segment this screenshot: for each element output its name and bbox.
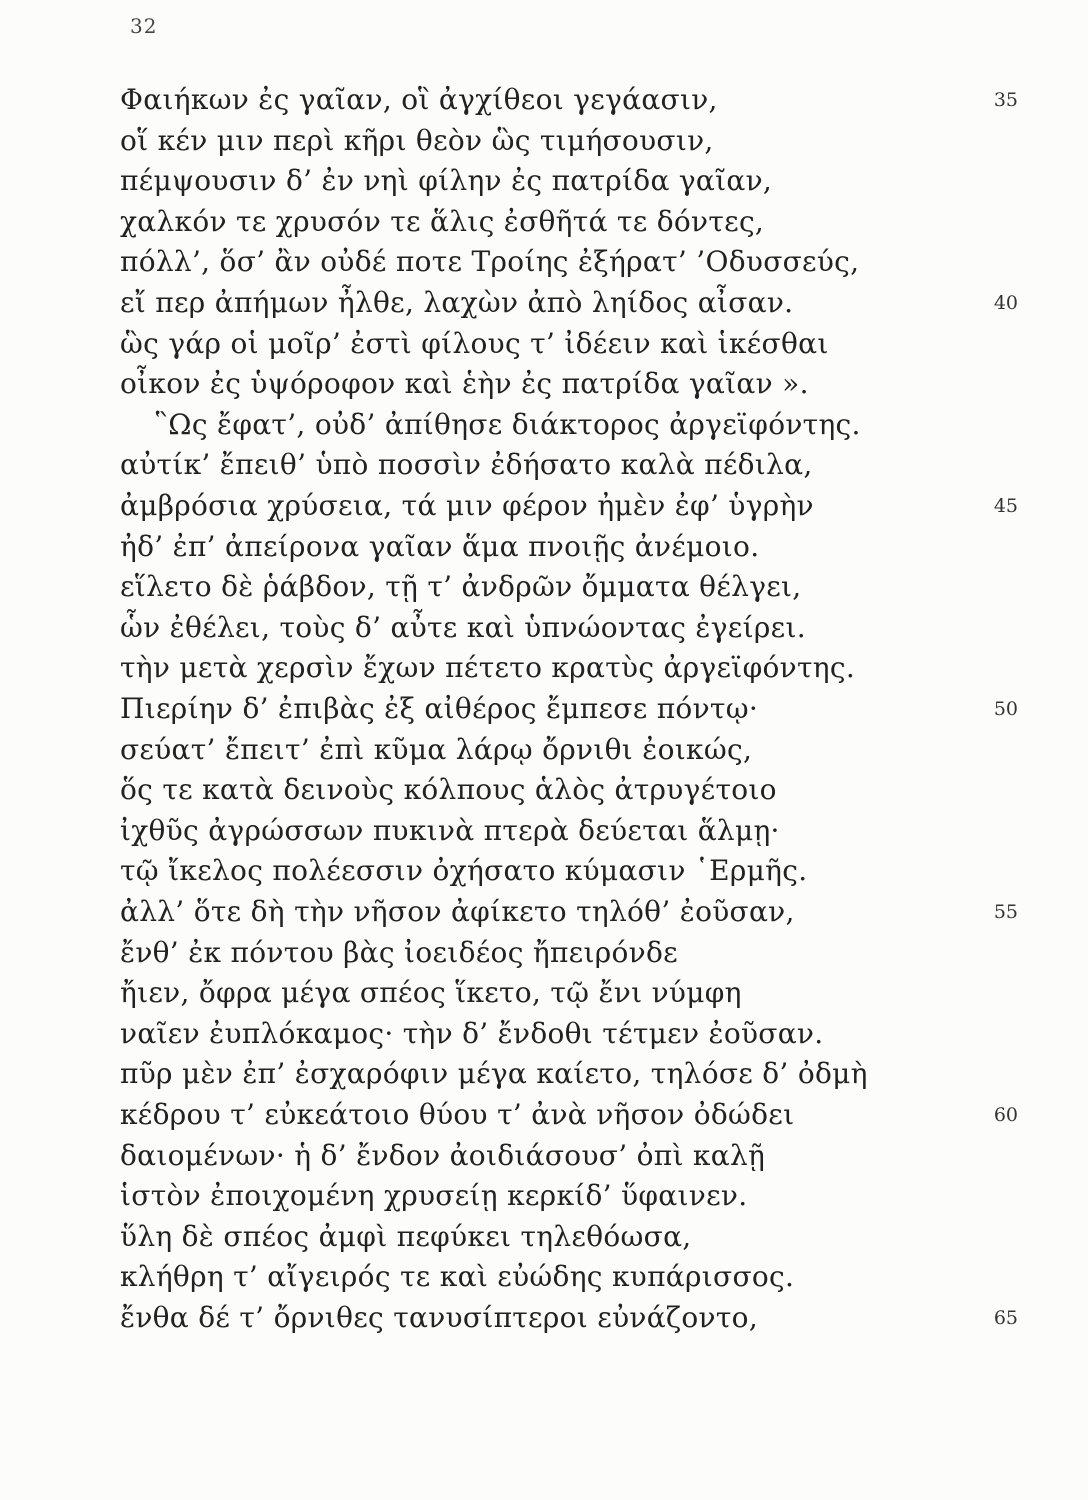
verse-text: χαλκόν τε χρυσόν τε ἅλις ἐσθῆτά τε δόντες, bbox=[120, 204, 765, 238]
verse-text: κέδρου τ’ εὐκεάτοιο θύου τ’ ἀνὰ νῆσον ὀδώδει bbox=[120, 1098, 795, 1131]
line-number: 45 bbox=[993, 495, 1018, 517]
line-number: 55 bbox=[993, 901, 1018, 923]
verse-text: πέμψουσιν δ’ ἐν νηὶ φίλην ἐς πατρίδα γαῖαν, bbox=[120, 164, 773, 198]
verse-line bbox=[0, 80, 1088, 120]
verse-text: κλήθρη τ’ αἴγειρός τε καὶ εὐώδης κυπάρισσος. bbox=[120, 1260, 795, 1294]
verse-text: δαιομένων· ἡ δ’ ἔνδον ἀοιδιάσουσ’ ὀπὶ καλῇ bbox=[120, 1138, 766, 1172]
verse-text: Πιερίην δ’ ἐπιβὰς ἐξ αἰθέρος ἔμπεσε πόντῳ· bbox=[120, 692, 759, 725]
verse-line bbox=[0, 973, 1088, 1013]
verse-text: τῷ ἴκελος πολέεσσιν ὀχήσατο κύμασιν ῾Ερμῆς. bbox=[120, 854, 808, 888]
verse-line bbox=[0, 242, 1088, 282]
verse-line bbox=[0, 608, 1088, 648]
line-number: 65 bbox=[993, 1307, 1018, 1329]
verse-text: ἠδ’ ἐπ’ ἀπείρονα γαῖαν ἅμα πνοιῇς ἀνέμοιο. bbox=[120, 529, 760, 563]
verse-line bbox=[0, 1136, 1088, 1176]
verse-line bbox=[0, 1095, 1088, 1135]
verse-line bbox=[0, 1176, 1088, 1216]
page-number: 32 bbox=[130, 14, 158, 38]
verse-line bbox=[0, 161, 1088, 201]
verse-text: ἀμβρόσια χρύσεια, τά μιν φέρον ἠμὲν ἐφ’ ὑγρὴν bbox=[120, 489, 814, 522]
verse-text: ἤιεν, ὄφρα μέγα σπέος ἵκετο, τῷ ἔνι νύμφη bbox=[120, 976, 742, 1010]
verse-line bbox=[0, 202, 1088, 242]
verse-text: ῝Ως ἔφατ’, οὐδ’ ἀπίθησε διάκτορος ἀργεϊφόντης. bbox=[154, 407, 861, 441]
verse-line bbox=[0, 486, 1088, 526]
verse-line bbox=[0, 364, 1088, 404]
verse-text: Φαιήκων ἐς γαῖαν, οἳ ἀγχίθεοι γεγάασιν, bbox=[120, 83, 718, 116]
verse-line bbox=[0, 283, 1088, 323]
verse-line bbox=[0, 1257, 1088, 1297]
line-number: 50 bbox=[993, 698, 1018, 720]
verse-text: ἀλλ’ ὅτε δὴ τὴν νῆσον ἀφίκετο τηλόθ’ ἐοῦσαν, bbox=[120, 895, 795, 928]
line-number: 60 bbox=[993, 1104, 1018, 1126]
verse-line bbox=[0, 892, 1088, 932]
verse-text: τὴν μετὰ χερσὶν ἔχων πέτετο κρατὺς ἀργεϊφόντης. bbox=[120, 651, 856, 685]
verse-line bbox=[0, 1217, 1088, 1257]
verse-text: οἶκον ἐς ὑψόροφον καὶ ἑὴν ἐς πατρίδα γαῖαν ». bbox=[120, 367, 809, 401]
verse-text: ἰχθῦς ἀγρώσσων πυκινὰ πτερὰ δεύεται ἅλμῃ· bbox=[120, 813, 780, 847]
verse-text: εἵλετο δὲ ῥάβδον, τῇ τ’ ἀνδρῶν ὄμματα θέλγει, bbox=[120, 570, 802, 604]
line-number: 40 bbox=[993, 292, 1018, 314]
verse-text: ἔνθ’ ἐκ πόντου βὰς ἰοειδέος ἤπειρόνδε bbox=[120, 935, 678, 969]
verse-line bbox=[0, 527, 1088, 567]
verse-line bbox=[0, 730, 1088, 770]
verse-text: ὕλη δὲ σπέος ἀμφὶ πεφύκει τηλεθόωσα, bbox=[120, 1219, 692, 1253]
verse-text: πῦρ μὲν ἐπ’ ἐσχαρόφιν μέγα καίετο, τηλόσε δ’ ὀδμὴ bbox=[120, 1057, 868, 1091]
verse-text: ἱστὸν ἐποιχομένη χρυσείῃ κερκίδ’ ὕφαινεν. bbox=[120, 1179, 748, 1213]
verse-line bbox=[0, 811, 1088, 851]
verse-text: ναῖεν ἐυπλόκαμος· τὴν δ’ ἔνδοθι τέτμεν ἐοῦσαν. bbox=[120, 1016, 824, 1050]
verse-line bbox=[0, 648, 1088, 688]
verse-line bbox=[0, 405, 1088, 445]
verse-line bbox=[0, 689, 1088, 729]
verse-line bbox=[0, 445, 1088, 485]
verse-line bbox=[0, 770, 1088, 810]
verse-text: ὅς τε κατὰ δεινοὺς κόλπους ἁλὸς ἀτρυγέτοιο bbox=[120, 773, 777, 807]
verse-line bbox=[0, 324, 1088, 364]
verse-text: εἴ περ ἀπήμων ἦλθε, λαχὼν ἀπὸ ληίδος αἶσαν. bbox=[120, 286, 794, 319]
verse-line bbox=[0, 1014, 1088, 1054]
verse-line bbox=[0, 933, 1088, 973]
verse-text: οἵ κέν μιν περὶ κῆρι θεὸν ὣς τιμήσουσιν, bbox=[120, 123, 714, 157]
verse-text: σεύατ’ ἔπειτ’ ἐπὶ κῦμα λάρῳ ὄρνιθι ἐοικώς, bbox=[120, 732, 753, 766]
verse-line bbox=[0, 1054, 1088, 1094]
verse-line bbox=[0, 567, 1088, 607]
line-number: 35 bbox=[993, 89, 1018, 111]
verse-text: πόλλ’, ὅσ’ ἂν οὐδέ ποτε Τροίης ἐξήρατ’ ’Οδυσσεύς, bbox=[120, 245, 860, 279]
verse-line bbox=[0, 121, 1088, 161]
verse-text: ὣς γάρ οἱ μοῖρ’ ἐστὶ φίλους τ’ ἰδέειν καὶ ἱκέσθαι bbox=[120, 326, 829, 360]
verse-text: αὐτίκ’ ἔπειθ’ ὑπὸ ποσσὶν ἐδήσατο καλὰ πέδιλα, bbox=[120, 448, 813, 482]
verse-line bbox=[0, 1298, 1088, 1338]
verse-text: ὧν ἐθέλει, τοὺς δ’ αὖτε καὶ ὑπνώοντας ἐγείρει. bbox=[120, 610, 806, 644]
verse-line bbox=[0, 851, 1088, 891]
verse-text: ἔνθα δέ τ’ ὄρνιθες τανυσίπτεροι εὐνάζοντο, bbox=[120, 1301, 759, 1334]
